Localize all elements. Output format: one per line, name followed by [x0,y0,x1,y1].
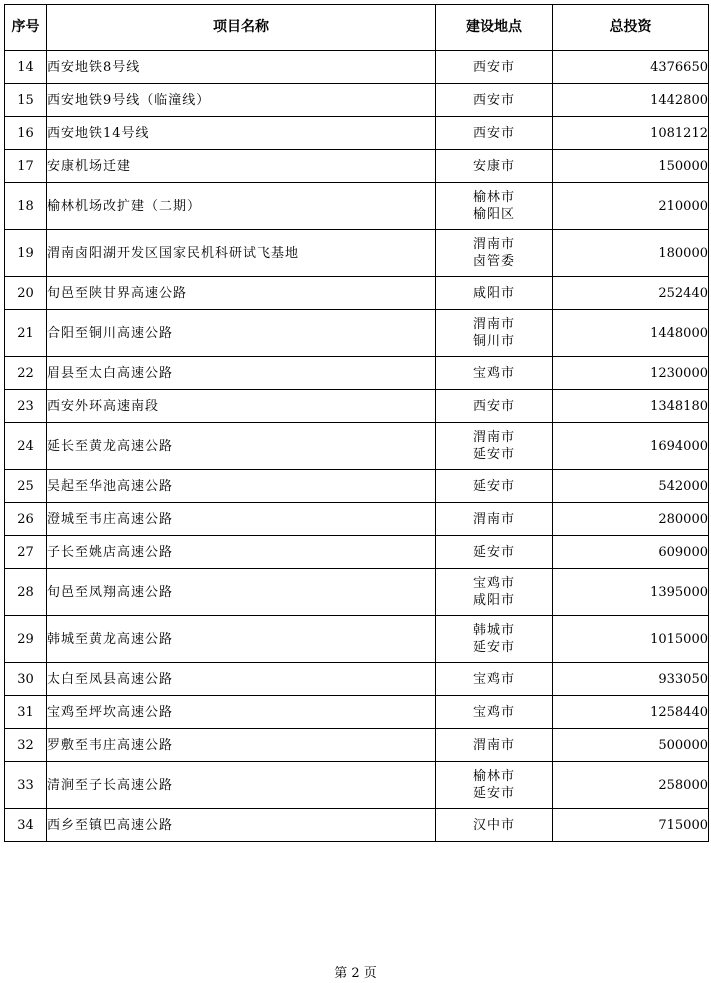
project-location [436,423,553,470]
project-location [436,729,553,762]
project-location [436,569,553,616]
location-line: 西安市 [472,125,515,141]
location-line: 榆林市 [472,190,515,205]
row-number: 22 [5,357,47,390]
row-number: 21 [5,310,47,357]
project-location [436,277,553,310]
table-row [5,470,709,503]
project-name: 吴起至华池高速公路 [47,470,436,503]
location-line: 宝鸡市 [472,576,515,591]
project-name: 西安地铁14号线 [47,117,436,150]
location-line: 延安市 [472,544,515,560]
page-number: 第 2 页 [334,966,377,981]
location-line: 渭南市 [472,317,515,332]
project-investment: 1448000 [553,310,709,357]
project-name: 罗敷至韦庄高速公路 [47,729,436,762]
row-number: 31 [5,696,47,729]
row-number: 32 [5,729,47,762]
row-number: 15 [5,84,47,117]
project-investment: 252440 [553,277,709,310]
project-location [436,762,553,809]
row-number: 26 [5,503,47,536]
location-line: 咸阳市 [472,285,515,301]
project-location [436,616,553,663]
row-number: 18 [5,183,47,230]
row-number: 24 [5,423,47,470]
project-table [4,4,709,842]
location-line: 宝鸡市 [472,671,515,687]
project-location [436,51,553,84]
row-number: 19 [5,230,47,277]
location-line: 宝鸡市 [472,365,515,381]
table-row [5,762,709,809]
project-investment: 1395000 [553,569,709,616]
project-investment: 542000 [553,470,709,503]
row-number: 17 [5,150,47,183]
location-line: 西安市 [472,92,515,108]
table-row [5,357,709,390]
row-number: 16 [5,117,47,150]
project-investment: 1442800 [553,84,709,117]
project-name: 太白至凤县高速公路 [47,663,436,696]
project-investment: 933050 [553,663,709,696]
project-name: 子长至姚店高速公路 [47,536,436,569]
project-name: 眉县至太白高速公路 [47,357,436,390]
header-no: 序号 [5,5,47,51]
row-number: 20 [5,277,47,310]
project-investment: 1694000 [553,423,709,470]
location-line: 渭南市 [472,511,515,527]
project-location [436,183,553,230]
project-investment: 210000 [553,183,709,230]
location-line: 榆阳区 [472,207,515,222]
row-number: 28 [5,569,47,616]
project-location [436,230,553,277]
location-line: 韩城市 [472,623,515,638]
row-number: 34 [5,809,47,842]
table-row [5,230,709,277]
table-row [5,423,709,470]
project-name: 旬邑至陕甘界高速公路 [47,277,436,310]
project-name: 合阳至铜川高速公路 [47,310,436,357]
project-investment: 280000 [553,503,709,536]
row-number: 27 [5,536,47,569]
project-location [436,663,553,696]
project-name: 安康机场迁建 [47,150,436,183]
table-row [5,150,709,183]
project-name: 西安地铁9号线（临潼线） [47,84,436,117]
row-number: 25 [5,470,47,503]
location-line: 渭南市 [472,237,515,252]
location-line: 延安市 [472,786,515,801]
table-row [5,696,709,729]
table-row [5,51,709,84]
project-location [436,150,553,183]
table-row [5,503,709,536]
table-row [5,183,709,230]
row-number: 29 [5,616,47,663]
project-name: 韩城至黄龙高速公路 [47,616,436,663]
project-name: 西安地铁8号线 [47,51,436,84]
project-name: 澄城至韦庄高速公路 [47,503,436,536]
project-name: 延长至黄龙高速公路 [47,423,436,470]
table-row [5,84,709,117]
project-investment: 1230000 [553,357,709,390]
table-row [5,809,709,842]
location-line: 咸阳市 [472,593,515,608]
project-investment: 180000 [553,230,709,277]
project-location [436,310,553,357]
location-line: 延安市 [472,447,515,462]
project-location [436,503,553,536]
project-location [436,84,553,117]
project-name: 清涧至子长高速公路 [47,762,436,809]
table-row [5,390,709,423]
location-line: 卤管委 [472,254,515,269]
location-line: 渭南市 [472,430,515,445]
location-line: 延安市 [472,640,515,655]
table-row [5,569,709,616]
project-investment: 1258440 [553,696,709,729]
location-line: 西安市 [472,59,515,75]
header-location: 建设地点 [436,5,553,51]
project-investment: 4376650 [553,51,709,84]
location-line: 宝鸡市 [472,704,515,720]
project-investment: 1015000 [553,616,709,663]
location-line: 渭南市 [472,737,515,753]
project-investment: 609000 [553,536,709,569]
project-name: 西乡至镇巴高速公路 [47,809,436,842]
header-name: 项目名称 [47,5,436,51]
row-number: 14 [5,51,47,84]
table-row [5,310,709,357]
project-location [436,470,553,503]
project-location [436,357,553,390]
project-name: 榆林机场改扩建（二期） [47,183,436,230]
project-location [436,696,553,729]
project-investment: 258000 [553,762,709,809]
location-line: 西安市 [472,398,515,414]
project-name: 宝鸡至坪坎高速公路 [47,696,436,729]
project-location [436,390,553,423]
row-number: 23 [5,390,47,423]
project-investment: 150000 [553,150,709,183]
project-investment: 500000 [553,729,709,762]
project-location [436,536,553,569]
project-location [436,809,553,842]
location-line: 安康市 [472,158,515,174]
location-line: 汉中市 [472,817,515,833]
project-name: 渭南卤阳湖开发区国家民机科研试飞基地 [47,230,436,277]
table-row [5,663,709,696]
project-investment: 715000 [553,809,709,842]
header-investment: 总投资 [553,5,709,51]
table-row [5,616,709,663]
row-number: 33 [5,762,47,809]
table-header-row [5,5,709,51]
table-row [5,277,709,310]
table-body [5,51,709,842]
location-line: 延安市 [472,478,515,494]
project-investment: 1081212 [553,117,709,150]
project-location [436,117,553,150]
row-number: 30 [5,663,47,696]
location-line: 铜川市 [472,334,515,349]
project-name: 旬邑至凤翔高速公路 [47,569,436,616]
project-investment: 1348180 [553,390,709,423]
table-row [5,729,709,762]
location-line: 榆林市 [472,769,515,784]
table-row [5,536,709,569]
table-row [5,117,709,150]
project-name: 西安外环高速南段 [47,390,436,423]
